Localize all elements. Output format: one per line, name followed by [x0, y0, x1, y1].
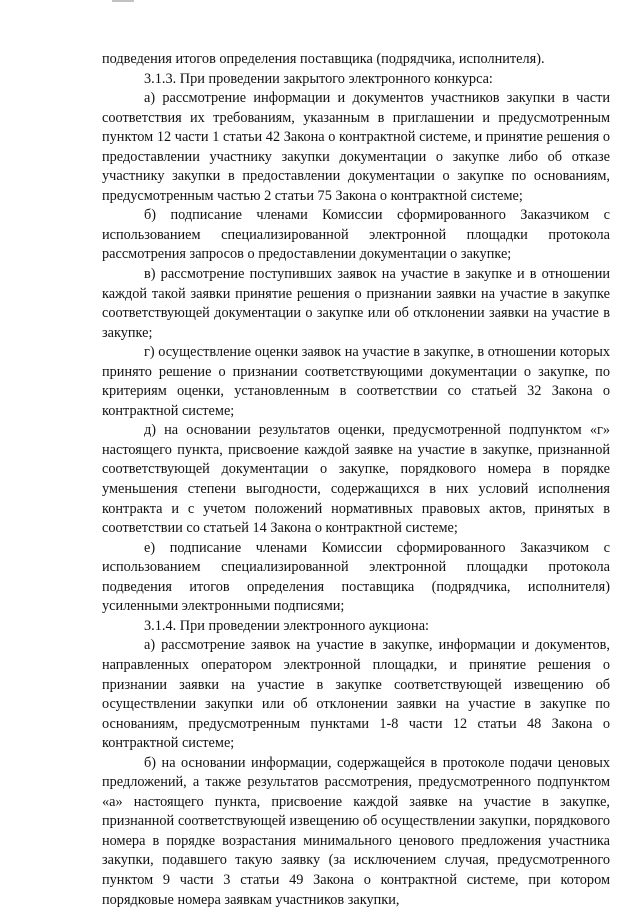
paragraph-item-b: б) на основании информации, содержащейся в протоколе подачи ценовых предложений, а также результатов рассмотрения, предусмотренного подпунктом «а» настоящего пункта, присвоение каждой заявке на участие в закупке, признанной соответствующей извещению об осуществлении закупки, порядкового номера в порядке возрастания минимального ценового предложения участника закупки, подавшего такую заявку (за исключением случая, предусмотренного пунктом 9 части 3 статьи 49 Закона о контрактной системе, при котором порядковые номера заявкам участников закупки, — [102, 754, 610, 908]
paragraph-item-v: в) рассмотрение поступивших заявок на участие в закупке и в отношении каждой такой заявки принятие решения о признании заявки на участие в закупке соответствующей документации о закупке или об отклонении заявки на участие в закупке; — [102, 266, 610, 341]
paragraph-item-e: е) подписание членами Комиссии сформированного Заказчиком с использованием специализированной электронной площадки протокола подведения итогов определения поставщика (подрядчика, исполнителя) усиленными электронными подписями; — [102, 539, 610, 615]
paragraph-item-g: г) осуществление оценки заявок на участие в закупке, в отношении которых принято решение о признании соответствующими документации о закупке, по критериям оценки, установленным в соответствии со статьей 32 Закона о контрактной системе; — [102, 344, 610, 419]
section-heading-3-1-4: 3.1.4. При проведении электронного аукциона: — [144, 617, 430, 634]
section-heading-3-1-3: 3.1.3. При проведении закрытого электронного конкурса: — [144, 70, 493, 87]
document-body — [102, 50, 610, 910]
paragraph-item-a: а) рассмотрение информации и документов участников закупки в части соответствия их требованиям, указанным в приглашении и предусмотренным пунктом 12 части 1 статьи 42 Закона о контрактной системе, и принятие решения о предоставлении участнику закупки документации о закупке либо об отказе участнику закупки в предоставлении документации о закупке по основаниям, предусмотренным частью 2 статьи 75 Закона о контрактной системе; — [102, 90, 610, 204]
paragraph-continuation: подведения итогов определения поставщика (подрядчика, исполнителя). — [102, 51, 545, 67]
paragraph-item-d: д) на основании результатов оценки, предусмотренной подпунктом «г» настоящего пункта, присвоение каждой заявке на участие в закупке, признанной соответствующей документации о закупке, порядкового номера в порядке уменьшения степени выгодности, содержащихся в них условий исполнения контракта и с учетом положений нормативных правовых актов, принятых в соответствии со статьей 14 Закона о контрактной системе; — [102, 422, 610, 537]
paragraph-item-a: а) рассмотрение заявок на участие в закупке, информации и документов, направленных оператором электронной площадки, и принятие решения о признании заявки на участие в закупке соответствующей извещению об осуществлении закупки или об отклонении заявки на участие в закупке по основаниям, предусмотренным пунктами 1-8 части 12 статьи 48 Закона о контрактной системе; — [102, 637, 610, 752]
scan-artifact — [112, 0, 134, 8]
paragraph-item-b: б) подписание членами Комиссии сформированного Заказчиком с использованием специализированной электронной площадки протокола рассмотрения запросов о предоставлении документации о закупке; — [102, 207, 610, 263]
